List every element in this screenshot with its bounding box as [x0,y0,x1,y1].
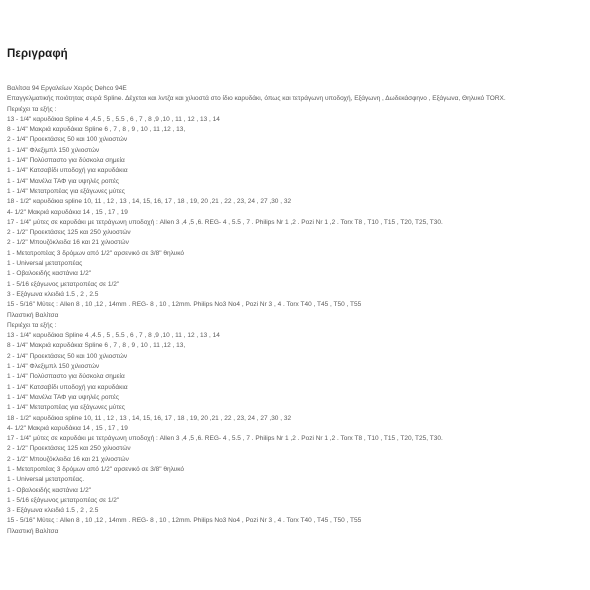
description-line: 2 - 1/4" Προεκτάσεις 50 και 100 χιλιοστών [7,136,128,144]
description-line: 2 - 1/2" Μπουζόκλειδα 16 και 21 χιλιοστών [7,239,129,247]
description-line: 1 - 5/16 εξάγωνος μετατροπέας σε 1/2" [7,496,120,504]
description-line: Πλαστική Βαλίτσα [7,311,59,319]
description-line: 17 - 1/4" μύτες σε καρυδάκι με τετράγωνη υποδοχή : Allen 3 ,4 ,5 ,6. REG- 4 , 5.5 , 7 . Philips Nr 1 ,2 . Pozi Nr 1 ,2 . Torx T8 , T10 , T15 , T20, T25, T30. [7,218,443,226]
description-line: 1 - 1/4" Μετατροπέας για εξάγωνες μύτες [7,404,125,412]
description-line: Πλαστική Βαλίτσα [7,527,59,535]
description-line: 1 - Μετατροπέας 3 δρόμων από 1/2" αρσενικό σε 3/8" θηλυκό [7,465,185,473]
description-line: 13 - 1/4" καρυδάκια Spline 4 ,4.5 , 5 , 5.5 , 6 , 7 , 8 ,9 ,10 , 11 , 12 , 13 , 14 [7,115,220,123]
description-line: 1 - 1/4" Φλεξιμπλ 150 χιλιοστών [7,363,100,371]
description-line: 1 - 1/4" Κατσαβίδι υποδοχή για καρυδάκια [7,167,128,175]
description-line: 2 - 1/2" Προεκτάσεις 125 και 250 χιλιοστών [7,445,131,453]
description-line: 1 - 5/16 εξάγωνος μετατροπέας σε 1/2" [7,280,120,288]
description-line: 1 - Universal μετατροπέας. [7,476,85,484]
description-line: 17 - 1/4" μύτες σε καρυδάκι με τετράγωνη υποδοχή : Allen 3 ,4 ,5 ,6. REG- 4 , 5.5 , 7 . Philips Nr 1 ,2 . Pozi Nr 1 ,2 . Torx T8 , T10 , T15 , T20, T25, T30. [7,435,443,443]
description-line: 1 - 1/4" Μανέλα ΤΑΦ για υψηλές ροπές [7,393,119,401]
description-line: 18 - 1/2" καρυδάκια spline 10, 11 , 12 , 13 , 14, 15, 16, 17 , 18 , 19, 20 ,21 , 22 , 23, 24 , 27 ,30 , 32 [7,198,292,206]
description-line: 2 - 1/4" Προεκτάσεις 50 και 100 χιλιοστών [7,352,128,360]
description-line: 8 - 1/4" Μακριά καρυδάκια Spline 6 , 7 , 8 , 9 , 10 , 11 ,12 , 13, [7,342,186,350]
description-line: 4- 1/2" Μακριά καρυδάκια 14 , 15 , 17 , 19 [7,424,128,432]
description-line: 2 - 1/2" Μπουζόκλειδα 16 και 21 χιλιοστών [7,455,129,463]
description-line: 3 - Εξάγωνα κλειδιά 1.5 , 2 , 2.5 [7,507,99,515]
description-line: 2 - 1/2" Προεκτάσεις 125 και 250 χιλιοστών [7,229,131,237]
description-line: 1 - Οβαλοειδής καστάνια 1/2" [7,270,91,278]
description-line: 1 - 1/4" Πολύσπαστο για δύσκολα σημεία [7,373,125,381]
description-line: 1 - Οβαλοειδής καστάνια 1/2" [7,486,91,494]
description-line: 15 - 5/16" Μύτες : Allen 8 , 10 ,12 , 14mm . REG- 8 , 10 , 12mm. Philips No3 No4 , Pozi Nr 3 , 4 . Torx T40 , T45 , T50 , T55 [7,301,362,309]
description-line: 1 - Μετατροπέας 3 δρόμων από 1/2" αρσενικό σε 3/8" θηλυκό [7,249,185,257]
description-line: 1 - 1/4" Φλεξιμπλ 150 χιλιοστών [7,146,100,154]
description-line: Περιέχει τα εξής : [7,321,57,329]
description-line: 1 - 1/4" Μανέλα ΤΑΦ για υψηλές ροπές [7,177,119,185]
description-line: 1 - 1/4" Πολύσπαστο για δύσκολα σημεία [7,157,125,165]
description-line: Βαλίτσα 94 Εργαλείων Χειρός Dehco 94E [7,85,127,92]
description-line: 1 - 1/4" Μετατροπέας για εξάγωνες μύτες [7,187,125,195]
description-line: Επαγγελματικής ποιότητας σειρά Spline. Δέχεται και λντζα και χιλιοστά στο ίδιο καρυδάκι, όπως και τετράγωνη υποδοχή, Εξάγωνη , Δωδεκάσφηνο , Εξάγωνα, Θηλυκό TORX. [7,95,506,103]
description-line: 15 - 5/16" Μύτες : Allen 8 , 10 ,12 , 14mm . REG- 8 , 10 , 12mm. Philips No3 No4 , Pozi Nr 3 , 4 . Torx T40 , T45 , T50 , T55 [7,517,362,525]
description-line: 1 - Universal μετατροπέας [7,260,83,268]
description-heading: Περιγραφή [7,48,68,60]
description-line: 3 - Εξάγωνα κλειδιά 1.5 , 2 , 2.5 [7,290,99,298]
description-body [7,84,587,537]
description-line: 8 - 1/4" Μακριά καρυδάκια Spline 6 , 7 , 8 , 9 , 10 , 11 ,12 , 13, [7,126,186,134]
description-line: 18 - 1/2" καρυδάκια spline 10, 11 , 12 , 13 , 14, 15, 16, 17 , 18 , 19, 20 ,21 , 22 , 23, 24 , 27 ,30 , 32 [7,414,292,422]
description-line: 4- 1/2" Μακριά καρυδάκια 14 , 15 , 17 , 19 [7,208,128,216]
description-line: Περιέχει τα εξής : [7,105,57,113]
description-line: 13 - 1/4" καρυδάκια Spline 4 ,4.5 , 5 , 5.5 , 6 , 7 , 8 ,9 ,10 , 11 , 12 , 13 , 14 [7,332,220,340]
description-line: 1 - 1/4" Κατσαβίδι υποδοχή για καρυδάκια [7,383,128,391]
